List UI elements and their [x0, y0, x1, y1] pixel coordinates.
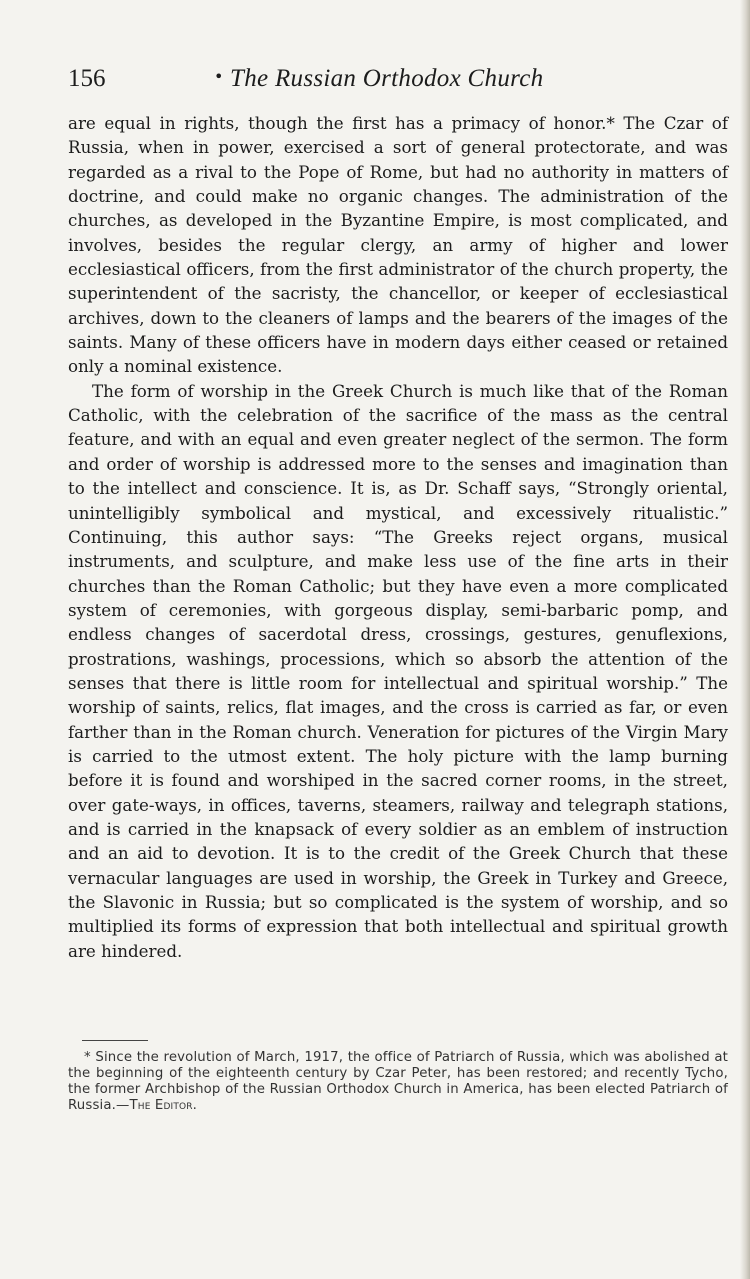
body-text	[68, 111, 728, 963]
paragraph-1: are equal in rights, though the first has a primacy of honor.* The Czar of Russia, when in power, exercised a sort of general protectorate, and was regarded as a rival to the Pope of Rome, but had no authority in matters of doctrine, and could make no organic changes. The administration of the churches, as developed in the Byzantine Empire, is most complicated, and involves, besides the regular clergy, an army of higher and lower ecclesiastical officers, from the first administrator of the church property, the superintendent of the sacristy, the chancellor, or keeper of ecclesiastical archives, down to the cleaners of lamps and the bearers of the images of the saints. Many of these officers have in modern days either ceased or retained only a nominal existence.	[68, 113, 728, 377]
paragraph-2: The form of worship in the Greek Church is much like that of the Roman Catholic, with the celebration of the sacrifice of the mass as the central feature, and with an equal and even greater neglect of the sermon. The form and order of worship is addressed more to the senses and imagination than to the intellect and conscience. It is, as Dr. Schaff says, “Strongly oriental, unintelligibly symbolical and mystical, and excessively ritualistic.” Continuing, this author says: “The Greeks reject organs, musical instruments, and sculpture, and make less use of the fine arts in their churches than the Roman Catholic; but they have even a more complicated system of ceremonies, with gorgeous display, semi-barbaric pomp, and endless changes of sacerdotal dress, crossings, gestures, genuflexions, prostrations, washings, processions, which so absorb the attention of the senses that there is little room for intellectual and spiritual worship.” The worship of saints, relics, flat images, and the cross is carried as far, or even farther than in the Roman church. Veneration for pictures of the Virgin Mary is carried to the utmost extent. The holy picture with the lamp burning before it is found and worshiped in the sacred corner rooms, in the street, over gate-ways, in offices, taverns, steamers, railway and telegraph stations, and is carried in the knapsack of every soldier as an emblem of instruction and an aid to devotion. It is to the credit of the Greek Church that these vernacular languages are used in worship, the Greek in Turkey and Greece, the Slavonic in Russia; but so complicated is the system of worship, and so multiplied its forms of expression that both intellectual and spiritual growth are hindered.	[68, 380, 728, 961]
footnote-marker: *	[84, 1050, 91, 1065]
running-header	[68, 62, 688, 96]
footnote-signature: The Editor.	[129, 1098, 198, 1113]
page-number: 156	[68, 65, 106, 92]
footnote-rule	[82, 1040, 148, 1041]
footnote	[68, 1050, 728, 1114]
page-edge-shadow	[740, 0, 750, 1279]
footnote-text: Since the revolution of March, 1917, the office of Patriarch of Russia, which was abolished at the beginning of the eighteenth century by Czar Peter, has been restored; and recently Tycho, the former Archbishop of the Russian Orthodox Church in America, has been elected Patriarch of Russia.—	[68, 1050, 728, 1113]
running-title: The Russian Orthodox Church	[230, 65, 544, 92]
header-separator: •	[214, 67, 224, 86]
